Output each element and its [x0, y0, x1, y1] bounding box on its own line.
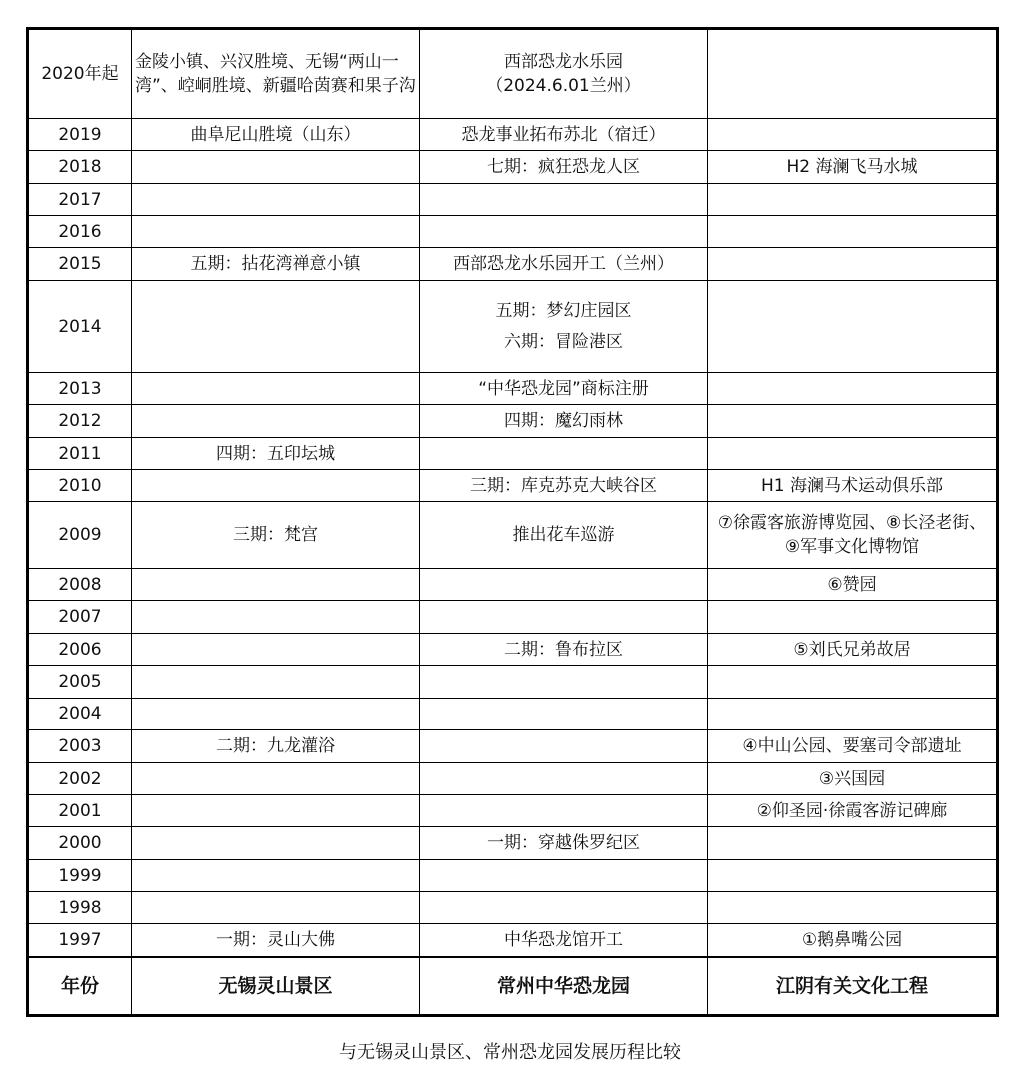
dinosaur-cell: [420, 248, 708, 281]
year-cell: 2014: [28, 281, 132, 373]
jiangyin-cell: H1 海澜马术运动俱乐部: [708, 470, 998, 502]
dinosaur-cell: [420, 634, 708, 666]
dinosaur-cell: [420, 601, 708, 634]
jiangyin-cell: [708, 405, 998, 438]
lingshan-cell: [132, 795, 420, 827]
dinosaur-cell-line: 二期：鲁布拉区: [504, 639, 623, 660]
lingshan-cell: [132, 860, 420, 892]
year-cell: 2008: [28, 569, 132, 601]
dinosaur-cell: [420, 438, 708, 470]
year-cell: 1997: [28, 924, 132, 957]
jiangyin-cell: [708, 373, 998, 405]
jiangyin-cell: [708, 119, 998, 151]
table-row: [28, 601, 998, 634]
jiangyin-cell: ①鹅鼻嘴公园: [708, 924, 998, 957]
lingshan-cell: [132, 470, 420, 502]
header-year: 年份: [28, 957, 132, 1016]
dinosaur-cell: [420, 763, 708, 795]
dinosaur-cell: [420, 860, 708, 892]
table-row: [28, 892, 998, 924]
table-row: [28, 730, 998, 763]
year-cell: 2001: [28, 795, 132, 827]
table-body: [28, 29, 998, 1016]
dinosaur-cell-line: 推出花车巡游: [512, 525, 615, 545]
table-row: [28, 248, 998, 281]
dinosaur-cell-line: 七期：疯狂恐龙人区: [487, 157, 640, 177]
dinosaur-cell-line: 恐龙事业拓布苏北（宿迁）: [461, 124, 666, 145]
dinosaur-cell: [420, 119, 708, 151]
dinosaur-cell-line: 中华恐龙馆开工: [504, 929, 623, 950]
year-cell: 2009: [28, 502, 132, 569]
year-cell: 2020年起: [28, 29, 132, 119]
dinosaur-cell: [420, 405, 708, 438]
jiangyin-cell: [708, 699, 998, 730]
lingshan-cell: [132, 184, 420, 216]
year-cell: 2018: [28, 151, 132, 184]
jiangyin-cell: [708, 892, 998, 924]
jiangyin-cell: [708, 601, 998, 634]
dinosaur-cell: [420, 281, 708, 373]
table-row: [28, 924, 998, 957]
dinosaur-cell-line: “中华恐龙园”商标注册: [478, 378, 649, 399]
lingshan-cell: 金陵小镇、兴汉胜境、无锡“两山一湾”、崆峒胜境、新疆哈茵赛和果子沟: [132, 29, 420, 119]
jiangyin-cell: ⑤刘氏兄弟故居: [708, 634, 998, 666]
header-dinosaur: 常州中华恐龙园: [420, 957, 708, 1016]
lingshan-cell: 一期：灵山大佛: [132, 924, 420, 957]
lingshan-cell: [132, 827, 420, 860]
dinosaur-cell: [420, 827, 708, 860]
lingshan-cell: 三期：梵宫: [132, 502, 420, 569]
jiangyin-cell: [708, 184, 998, 216]
jiangyin-cell: ⑦徐霞客旅游博览园、⑧长泾老街、⑨军事文化博物馆: [708, 502, 998, 569]
table-row: [28, 795, 998, 827]
year-cell: 2004: [28, 699, 132, 730]
year-cell: 2015: [28, 248, 132, 281]
table-row: [28, 373, 998, 405]
table-header-row: [28, 957, 998, 1016]
year-cell: 2006: [28, 634, 132, 666]
dinosaur-cell: [420, 373, 708, 405]
table-row: [28, 860, 998, 892]
dinosaur-cell: [420, 666, 708, 699]
dinosaur-cell: [420, 892, 708, 924]
lingshan-cell: [132, 634, 420, 666]
table-row: [28, 29, 998, 119]
dinosaur-cell: [420, 795, 708, 827]
table-row: [28, 634, 998, 666]
year-cell: 2005: [28, 666, 132, 699]
year-cell: 2016: [28, 216, 132, 248]
lingshan-cell: [132, 569, 420, 601]
table-row: [28, 666, 998, 699]
table-row: [28, 281, 998, 373]
dinosaur-cell: [420, 730, 708, 763]
dinosaur-cell-line: 西部恐龙水乐园开工（兰州）: [453, 254, 674, 274]
table-row: [28, 216, 998, 248]
table-row: [28, 405, 998, 438]
table-row: [28, 763, 998, 795]
lingshan-cell: 四期：五印坛城: [132, 438, 420, 470]
year-cell: 2002: [28, 763, 132, 795]
jiangyin-cell: [708, 666, 998, 699]
table-caption: 与无锡灵山景区、常州恐龙园发展历程比较: [339, 1042, 681, 1063]
jiangyin-cell: ②仰圣园·徐霞客游记碑廊: [708, 795, 998, 827]
table-row: [28, 569, 998, 601]
year-cell: 2007: [28, 601, 132, 634]
dinosaur-cell-line: 一期：穿越侏罗纪区: [487, 833, 640, 853]
lingshan-cell: 二期：九龙灌浴: [132, 730, 420, 763]
jiangyin-cell: [708, 827, 998, 860]
dinosaur-cell-line: 西部恐龙水乐园: [504, 52, 623, 72]
year-cell: 2003: [28, 730, 132, 763]
year-cell: 2017: [28, 184, 132, 216]
lingshan-cell: [132, 763, 420, 795]
development-comparison-table: [26, 27, 999, 1017]
dinosaur-cell-line: （2024.6.01兰州）: [486, 76, 641, 96]
year-cell: 2011: [28, 438, 132, 470]
year-cell: 2010: [28, 470, 132, 502]
table-row: [28, 827, 998, 860]
lingshan-cell: 五期：拈花湾禅意小镇: [132, 248, 420, 281]
lingshan-cell: [132, 892, 420, 924]
year-cell: 2012: [28, 405, 132, 438]
jiangyin-cell: [708, 438, 998, 470]
lingshan-cell: [132, 601, 420, 634]
lingshan-cell: [132, 699, 420, 730]
lingshan-cell: [132, 151, 420, 184]
table-row: [28, 119, 998, 151]
header-jiangyin: 江阴有关文化工程: [708, 957, 998, 1016]
lingshan-cell: [132, 216, 420, 248]
lingshan-cell: [132, 373, 420, 405]
dinosaur-cell-line: 四期：魔幻雨林: [504, 411, 623, 431]
lingshan-cell: 曲阜尼山胜境（山东）: [132, 119, 420, 151]
dinosaur-cell-line: 六期：冒险港区: [504, 331, 623, 352]
dinosaur-cell: [420, 184, 708, 216]
lingshan-cell: [132, 666, 420, 699]
jiangyin-cell: [708, 29, 998, 119]
jiangyin-cell: [708, 281, 998, 373]
table-row: [28, 184, 998, 216]
jiangyin-cell: ④中山公园、要塞司令部遗址: [708, 730, 998, 763]
jiangyin-cell: ③兴国园: [708, 763, 998, 795]
table-row: [28, 502, 998, 569]
table-row: [28, 438, 998, 470]
dinosaur-cell: [420, 151, 708, 184]
jiangyin-cell: [708, 248, 998, 281]
dinosaur-cell-line: 三期：库克苏克大峡谷区: [470, 475, 657, 496]
jiangyin-cell: H2 海澜飞马水城: [708, 151, 998, 184]
table-row: [28, 470, 998, 502]
dinosaur-cell: [420, 470, 708, 502]
year-cell: 1999: [28, 860, 132, 892]
dinosaur-cell: [420, 29, 708, 119]
dinosaur-cell: [420, 569, 708, 601]
dinosaur-cell: [420, 502, 708, 569]
lingshan-cell: [132, 405, 420, 438]
dinosaur-cell-line: 五期：梦幻庄园区: [495, 300, 632, 321]
year-cell: 2000: [28, 827, 132, 860]
jiangyin-cell: ⑥赞园: [708, 569, 998, 601]
lingshan-cell: [132, 281, 420, 373]
table-row: [28, 699, 998, 730]
jiangyin-cell: [708, 216, 998, 248]
year-cell: 1998: [28, 892, 132, 924]
dinosaur-cell: [420, 924, 708, 957]
jiangyin-cell: [708, 860, 998, 892]
year-cell: 2013: [28, 373, 132, 405]
table-row: [28, 151, 998, 184]
header-lingshan: 无锡灵山景区: [132, 957, 420, 1016]
dinosaur-cell: [420, 699, 708, 730]
year-cell: 2019: [28, 119, 132, 151]
dinosaur-cell: [420, 216, 708, 248]
